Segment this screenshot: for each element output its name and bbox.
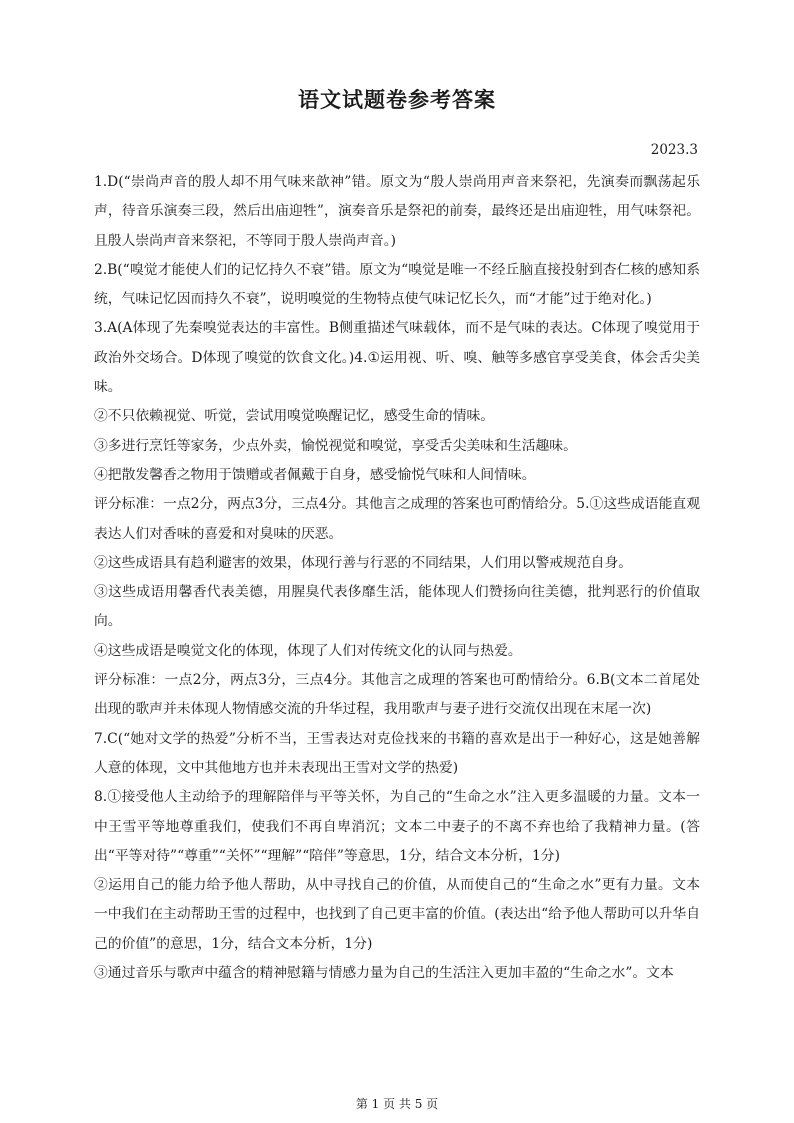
- document-date: 2023.3: [650, 142, 698, 158]
- answer-paragraph: ④这些成语是嗅觉文化的体现，体现了人们对传统文化的认同与热爱。: [94, 642, 522, 659]
- answer-paragraph: 评分标准：一点2分，两点3分，三点4分。其他言之成理的答案也可酌情给分。5.①这些成语能直观表达人们对香味的喜爱和对臭味的厌恶。: [94, 496, 700, 542]
- answer-paragraph: 8.①接受他人主动给予的理解陪伴与平等关怀，为自己的“生命之水”注入更多温暖的力量。文本一中王雪平等地尊重我们，使我们不再自卑消沉；文本二中妻子的不离不弃也给了我精神力量。(答出“平等对待”“尊重”“关怀”“理解”“陪伴”等意思，1分，结合文本分析，1分): [94, 789, 700, 864]
- answer-paragraph: 7.C(“她对文学的热爱”分析不当，王雪表达对克俭找来的书籍的喜欢是出于一种好心，这是她善解人意的体现，文中其他地方也并未表现出王雪对文学的热爱): [94, 730, 700, 776]
- page-footer: 第 1 页 共 5 页: [355, 1097, 439, 1111]
- answer-paragraph: 3.A(A体现了先秦嗅觉表达的丰富性。B侧重描述气味载体，而不是气味的表达。C体现了嗅觉用于政治外交场合。D体现了嗅觉的饮食文化。)4.①运用视、听、嗅、触等多感官享受美食，体会舌尖美味。: [94, 320, 700, 396]
- answer-paragraph: ③通过音乐与歌声中蕴含的精神慰籍与情感力量为自己的生活注入更加丰盈的“生命之水”。文本: [94, 965, 674, 982]
- answer-paragraph: ③这些成语用馨香代表美德，用腥臭代表侈靡生活，能体现人们赞扬向往美德，批判恶行的价值取向。: [94, 584, 700, 630]
- answer-paragraph: 2.B(“嗅觉才能使人们的记忆持久不衰”错。原文为“嗅觉是唯一不经丘脑直接投射到杏仁核的感知系统，气味记忆因而持久不衰”，说明嗅觉的生物特点使气味记忆长久，而“才能”过于绝对化。): [94, 261, 700, 308]
- answer-paragraph: 1.D(“崇尚声音的殷人却不用气味来歆神”错。原文为“殷人崇尚用声音来祭祀，先演奏而飘荡起乐声，待音乐演奏三段，然后出庙迎牲”，演奏音乐是祭祀的前奏，最终还是出庙迎牲，用气味祭祀。且殷人崇尚声音来祭祀，不等同于殷人崇尚声音。): [94, 174, 700, 249]
- answer-paragraph: 评分标准：一点2分，两点3分，三点4分。其他言之成理的答案也可酌情给分。6.B(文本二首尾处出现的歌声并未体现人物情感交流的升华过程，我用歌声与妻子进行交流仅出现在末尾一次): [94, 672, 700, 718]
- answer-paragraph: ②运用自己的能力给予他人帮助，从中寻找自己的价值，从而使自己的“生命之水”更有力量。文本一中我们在主动帮助王雪的过程中，也找到了自己更丰富的价值。(表达出“给予他人帮助可以升华自己的价值”的意思，1分，结合文本分析，1分): [94, 877, 700, 952]
- answer-paragraph: ④把散发馨香之物用于馈赠或者佩戴于自身，感受愉悦气味和人间情味。: [94, 466, 536, 483]
- answer-paragraph: ②不只依赖视觉、听觉，尝试用嗅觉唤醒记忆，感受生命的情味。: [94, 408, 495, 425]
- answer-paragraph: ③多进行烹饪等家务，少点外卖，愉悦视觉和嗅觉，享受舌尖美味和生活趣味。: [94, 437, 577, 454]
- page-title: 语文试题卷参考答案: [298, 88, 496, 112]
- answer-body: [94, 168, 700, 988]
- answer-paragraph: ②这些成语具有趋利避害的效果，体现行善与行恶的不同结果，人们用以警戒规范自身。: [94, 554, 633, 571]
